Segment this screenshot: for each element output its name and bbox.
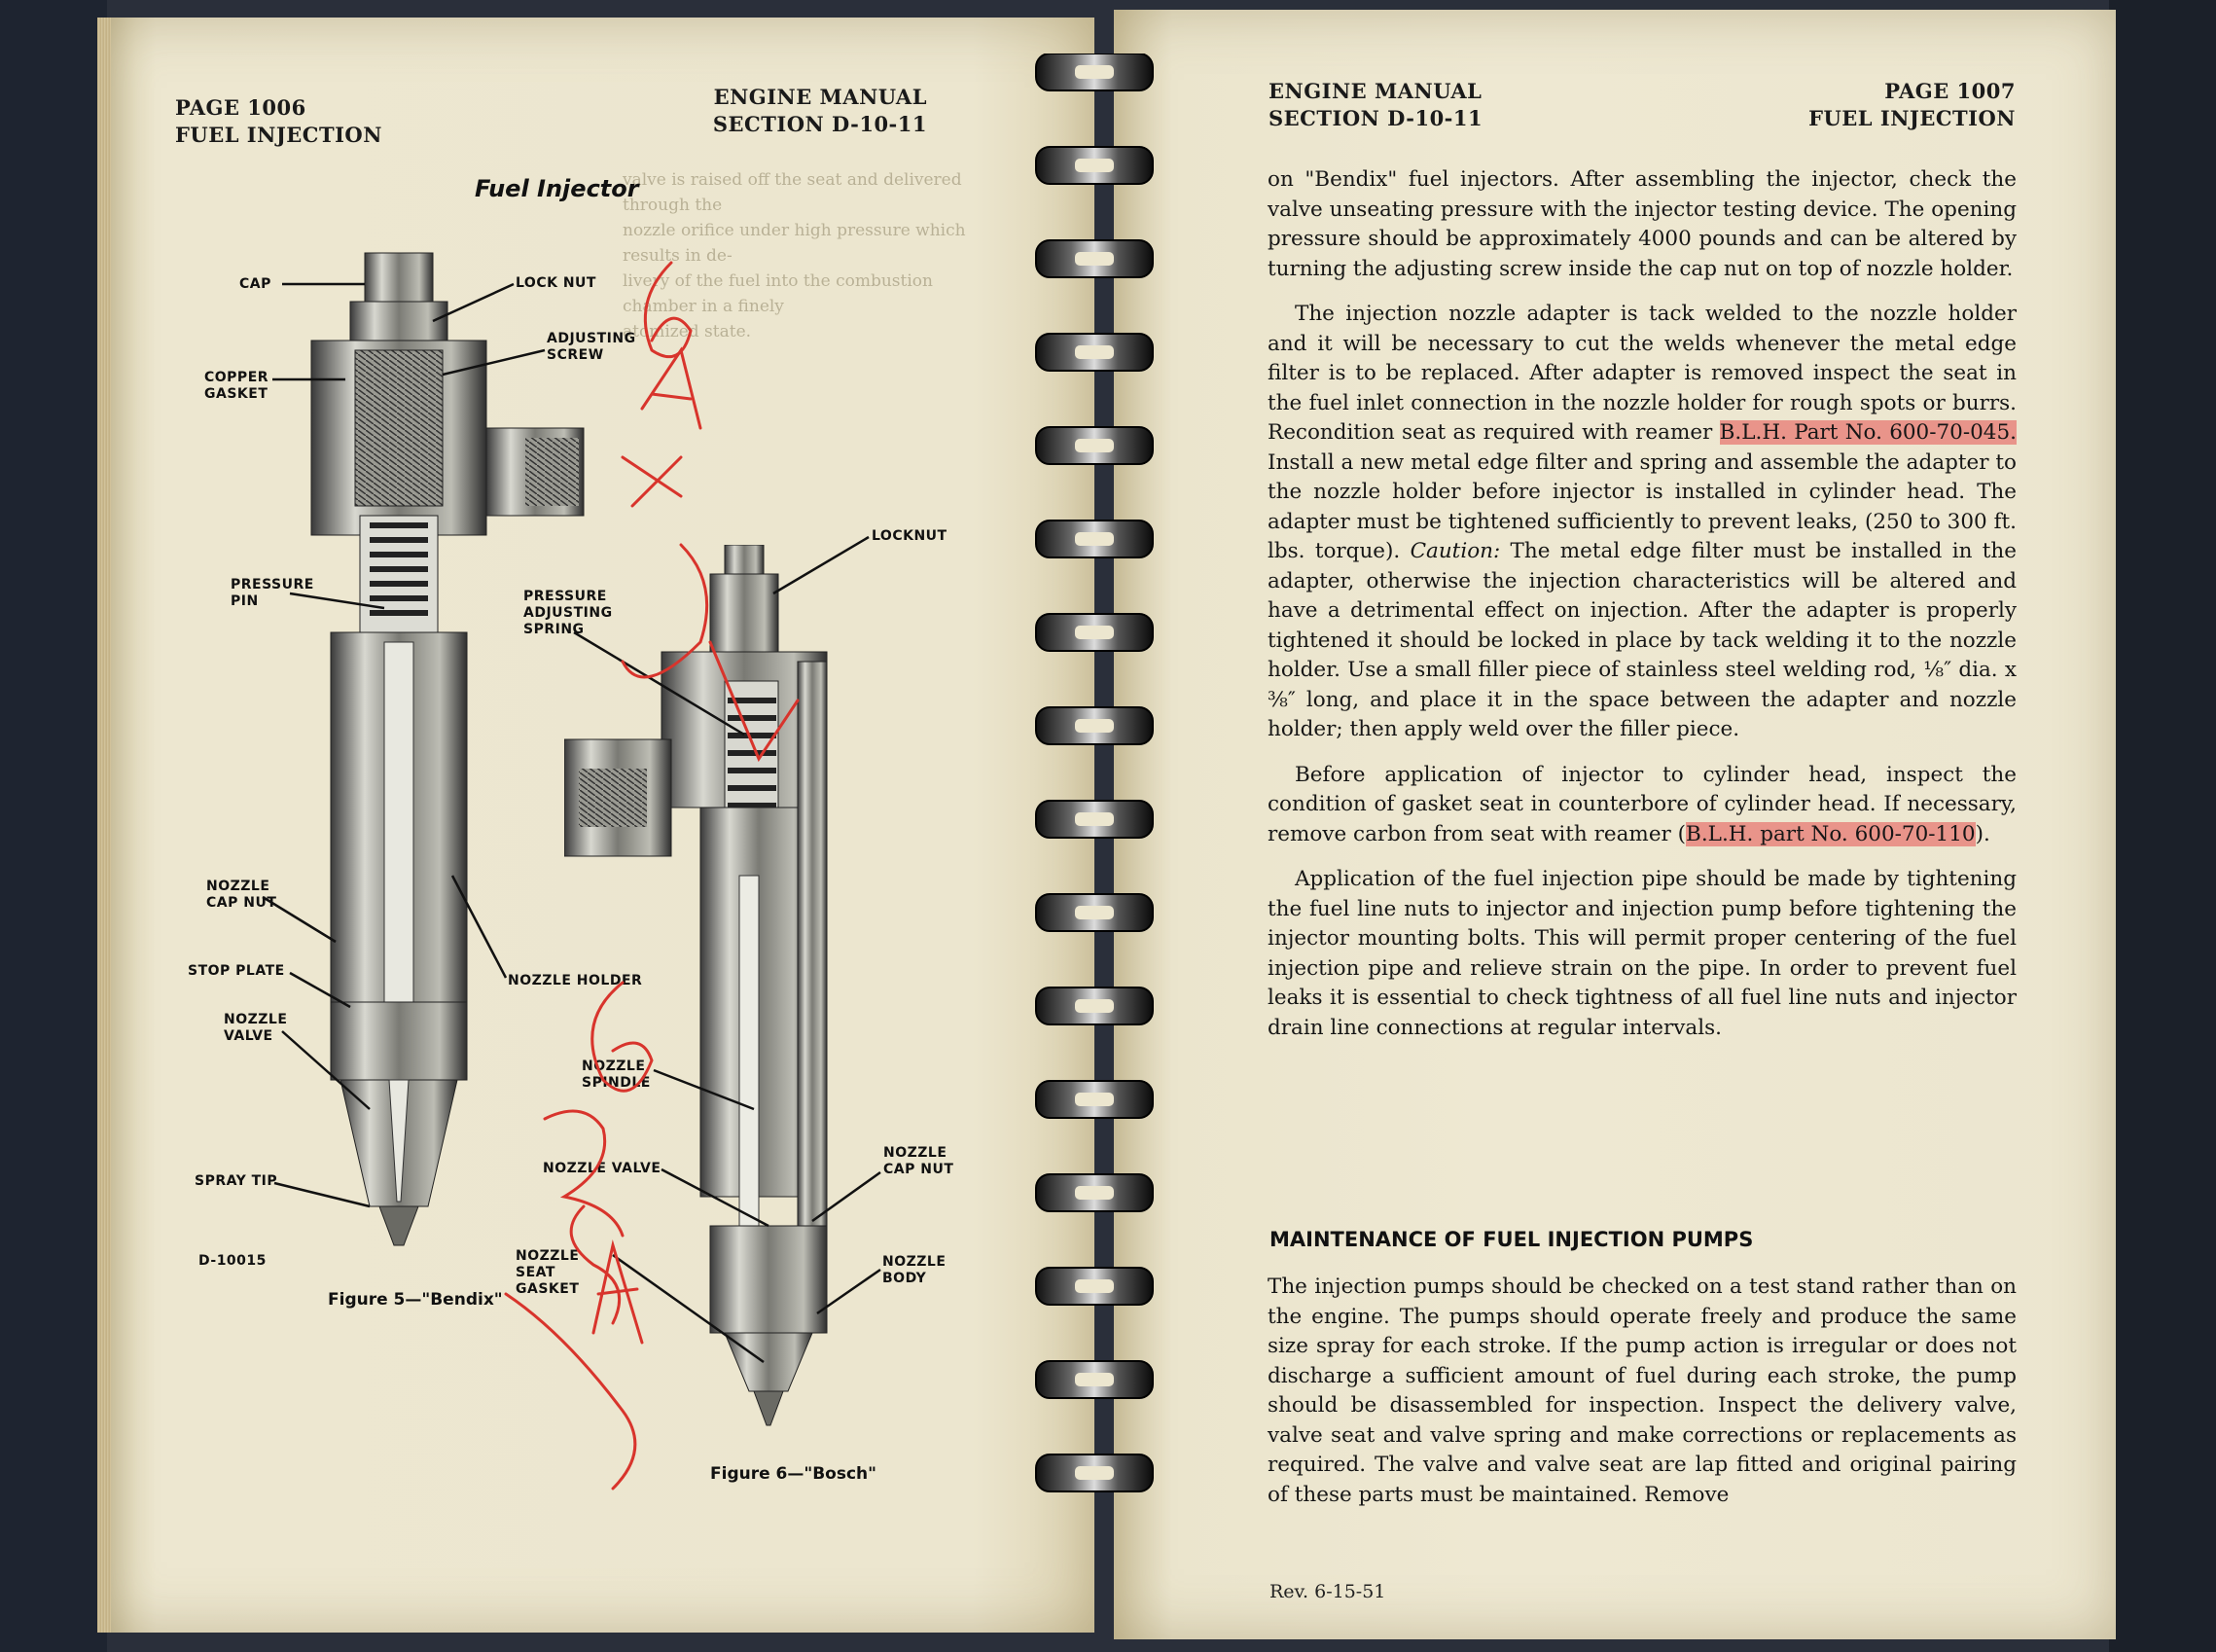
spiral-hole [1075,345,1114,359]
spiral-hole [1075,626,1114,639]
left-page-number: PAGE 1006 [175,95,306,120]
right-page-header-left [1269,78,1483,132]
paragraph-fuel-injection-pipe: Application of the fuel injection pipe should be made by tightening the fuel line nuts to injector and injection pump before tightening the injector mounting bolts. This will permit proper centering of the fuel injection pipe and relieve strain on the pipe. In order to prevent fuel leaks it is essential to check tightness of all fuel line nuts and injector drain line connections at regular intervals. [1268,867,2017,1040]
spiral-binding [1031,54,1158,1630]
figure6-caption: Figure 6—"Bosch" [710,1464,877,1484]
section-heading: MAINTENANCE OF FUEL INJECTION PUMPS [1269,1228,1754,1251]
left-page-header-right [708,84,927,138]
callout-stop-plate: STOP PLATE [188,963,285,979]
spiral-hole [1075,906,1114,919]
highlighted-part-number: B.L.H. part No. 600-70-110 [1686,821,1976,846]
spiral-hole [1075,1373,1114,1386]
spiral-hole [1075,159,1114,172]
left-page-section-title: FUEL INJECTION [175,123,382,147]
right-page-section-title: FUEL INJECTION [1808,106,2016,130]
desk-background-left [0,0,107,1652]
caution-label: Caution: [1410,539,1501,563]
spiral-hole [1075,999,1114,1013]
spiral-hole [1075,1093,1114,1106]
callout-nozzle-valve: NOZZLE VALVE [224,1012,288,1044]
callout-nozzle-seat-gasket: NOZZLE SEAT GASKET [516,1248,580,1297]
spiral-hole [1075,65,1114,79]
callout-adjusting-screw: ADJUSTING SCREW [547,331,636,363]
figure5-caption: Figure 5—"Bendix" [328,1290,503,1310]
left-manual-title: ENGINE MANUAL [713,85,927,109]
left-page-header [175,94,382,149]
figure-title: Fuel Injector [475,175,639,202]
spiral-hole [1075,1466,1114,1480]
callout-pressure-pin: PRESSURE PIN [231,577,314,609]
right-page-header-right [1761,78,2016,132]
callout-nozzle-spindle: NOZZLE SPINDLE [582,1059,651,1091]
page-edges [97,18,111,1633]
highlighted-part-number: B.L.H. Part No. 600-70-045. [1719,420,2017,445]
callout-copper-gasket: COPPER GASKET [204,370,269,402]
spiral-hole [1075,719,1114,733]
spiral-hole [1075,812,1114,826]
revision-footer: Rev. 6-15-51 [1269,1581,1386,1602]
paragraph-nozzle-adapter: The injection nozzle adapter is tack welded to the nozzle holder and it will be necessary to cut the welds whenever the metal edge filter is to be replaced. After adapter is removed inspect the seat in the fuel inlet connection in the nozzle holder for rough spots or burrs. Recondition seat as required with reamer B.L.H. Part No. 600-70-045. Install a new metal edge filter and spring and assemble the adapter to the nozzle holder before injector is installed in cylinder head. The adapter must be tightened sufficiently to prevent leaks, (250 to 300 ft. lbs. torque). Caution: The metal edge filter must be installed in the adapter, otherwise the injection characteristics will be altered and have a detrimental effect on injection. After the adapter is properly tightened it should be locked in place by tack welding it to the nozzle holder. Use a small filler piece of stainless steel welding rod, ⅛″ dia. x ⅜″ long, and place it in the space between the adapter and nozzle holder; then apply weld over the filler piece. [1268,302,2018,741]
callout-nozzle-body: NOZZLE BODY [882,1254,947,1286]
spiral-hole [1075,1186,1114,1200]
right-manual-title: ENGINE MANUAL [1269,79,1483,103]
body-text-lower [1268,1273,2017,1526]
paragraph-bendix-opening-pressure: on "Bendix" fuel injectors. After assembling the injector, check the valve unseating pressure with the injector testing device. The opening pressure should be approximately 4000 pounds and can be altered by turning the adjusting screw inside the cap nut on top of nozzle holder. [1268,167,2017,281]
spiral-hole [1075,532,1114,546]
spiral-hole [1075,252,1114,266]
callout-spray-tip: SPRAY TIP [195,1173,278,1189]
drawing-number: D-10015 [198,1253,267,1269]
spiral-hole [1075,439,1114,452]
callout-locknut: LOCKNUT [872,528,947,544]
left-section-code: SECTION D-10-11 [712,112,927,136]
body-text-upper [1268,165,2017,1059]
desk-background-right [2109,0,2216,1652]
paragraph-gasket-seat: Before application of injector to cylinder head, inspect the condition of gasket seat in counterbore of cylinder head. If necessary, remove carbon from seat with reamer (B.L.H. part No. 600-70-110). [1268,762,2017,846]
callout-pressure-adjusting-spring: PRESSURE ADJUSTING SPRING [523,589,613,637]
bosch-injector-drawing [564,545,856,1440]
callout-nozzle-cap-nut-bosch: NOZZLE CAP NUT [883,1145,954,1177]
paragraph-injection-pumps: The injection pumps should be checked on a test stand rather than on the engine. The pumps should operate freely and produce the same size spray for each stroke. If the pump action is irregular or does not discharge a sufficient amount of fuel during each stroke, the pump should be disassembled for inspection. Inspect the delivery valve, valve seat and valve spring and make corrections or replacements as required. The valve and valve seat are lap fitted and original pairing of these parts must be maintained. Remove [1268,1275,2017,1507]
right-section-code: SECTION D-10-11 [1269,106,1483,130]
callout-nozzle-valve-bosch: NOZZLE VALVE [543,1161,661,1176]
callout-nozzle-holder: NOZZLE HOLDER [508,973,643,988]
right-page-number: PAGE 1007 [1884,79,2016,103]
callout-lock-nut: LOCK NUT [516,275,596,291]
spiral-hole [1075,1279,1114,1293]
callout-cap: CAP [239,276,271,292]
bleed-through-text: valve is raised off the seat and delivered through the nozzle orifice under high pressure which results in de- livery of the fuel into the combustion chamber in a finely atomized state. [623,170,966,341]
callout-nozzle-cap-nut: NOZZLE CAP NUT [206,879,277,911]
